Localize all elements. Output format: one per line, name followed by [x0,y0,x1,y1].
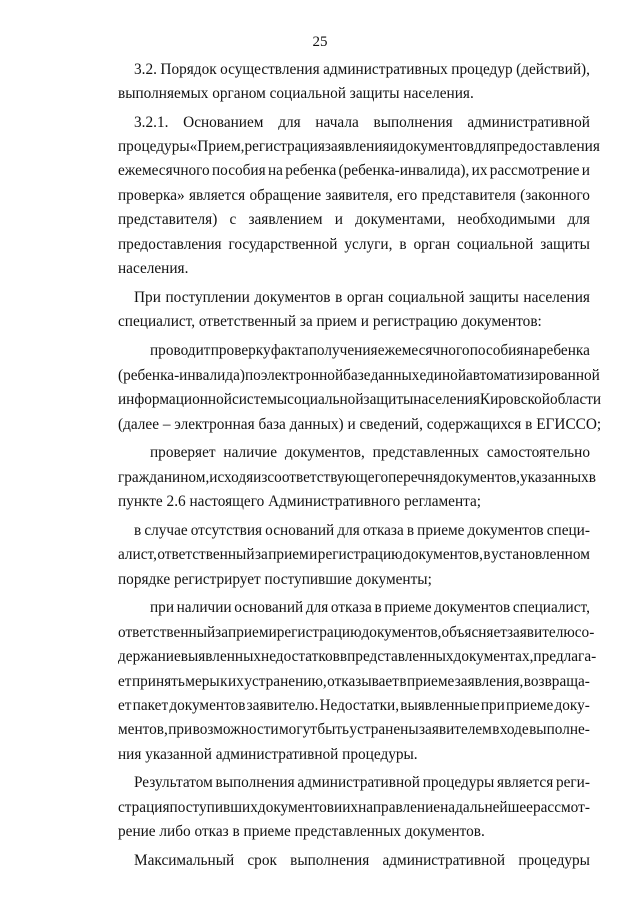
text-line: информационной системы социальной защиты населения Кировской области [118,391,602,408]
text-line: ния указанной административной процедуры. [118,746,418,763]
text-line: При поступлении документов в орган социальной защиты населения [134,289,590,306]
text-line: ежемесячного пособия на ребенка (ребенка-инвалида), их рассмотрение и [118,162,590,179]
text-line: проводит проверку факта получения ежемесячного пособия на ребенка [150,342,590,359]
text-line: ответственный за прием и регистрацию документов, объясняет заявителю со- [118,624,595,641]
text-line: ет пакет документов заявителю. Недостатки, выявленные при приеме доку- [118,697,590,714]
page-number: 25 [312,34,328,50]
text-line: Результатом выполнения административной процедуры является реги- [134,774,590,791]
text-line: выполняемых органом социальной защиты населения. [118,85,474,102]
text-line: проверяет наличие документов, представленных самостоятельно [150,444,590,461]
text-line: порядке регистрирует поступившие документы; [118,571,432,588]
text-line: гражданином, исходя из соответствующего перечня документов, указанных в [118,469,597,486]
text-line: (далее – электронная база данных) и сведений, содержащихся в ЕГИССО; [118,416,602,433]
text-line: алист, ответственный за прием и регистрацию документов, в установленном [118,546,590,563]
text-line: держание выявленных недостатков в представленных документах, предлага- [118,648,597,665]
text-line: специалист, ответственный за прием и регистрацию документов: [118,313,542,330]
text-line: ментов, при возможности могут быть устранены заявителем в ходе выполне- [118,721,590,738]
text-line: проверка» является обращение заявителя, его представителя (законного [118,187,590,204]
text-line: в случае отсутствия оснований для отказа в приеме документов специ- [134,522,590,539]
text-line: Максимальный срок выполнения административной процедуры [134,852,590,869]
text-line: ет принять меры к их устранению, отказывает в приеме заявления, возвраща- [118,673,590,690]
text-line: 3.2.1. Основанием для начала выполнения административной [134,114,590,131]
text-line: страция поступивших документов и их направление на дальнейшее рассмот- [118,799,590,816]
text-line: предоставления государственной услуги, в орган социальной защиты [118,236,590,253]
text-line: при наличии оснований для отказа в приеме документов специалист, [150,599,590,616]
text-line: пункте 2.6 настоящего Административного регламента; [118,493,482,510]
text-line: (ребенка-инвалида) по электронной базе данных единой автоматизированной [118,367,600,384]
text-line: населения. [118,260,189,277]
text-line: рение либо отказ в приеме представленных документов. [118,823,485,840]
text-line: 3.2. Порядок осуществления административных процедур (действий), [134,61,590,78]
text-line: процедуры «Прием, регистрация заявления и документов для предоставления [118,138,600,155]
text-line: представителя) с заявлением и документами, необходимыми для [118,211,590,228]
